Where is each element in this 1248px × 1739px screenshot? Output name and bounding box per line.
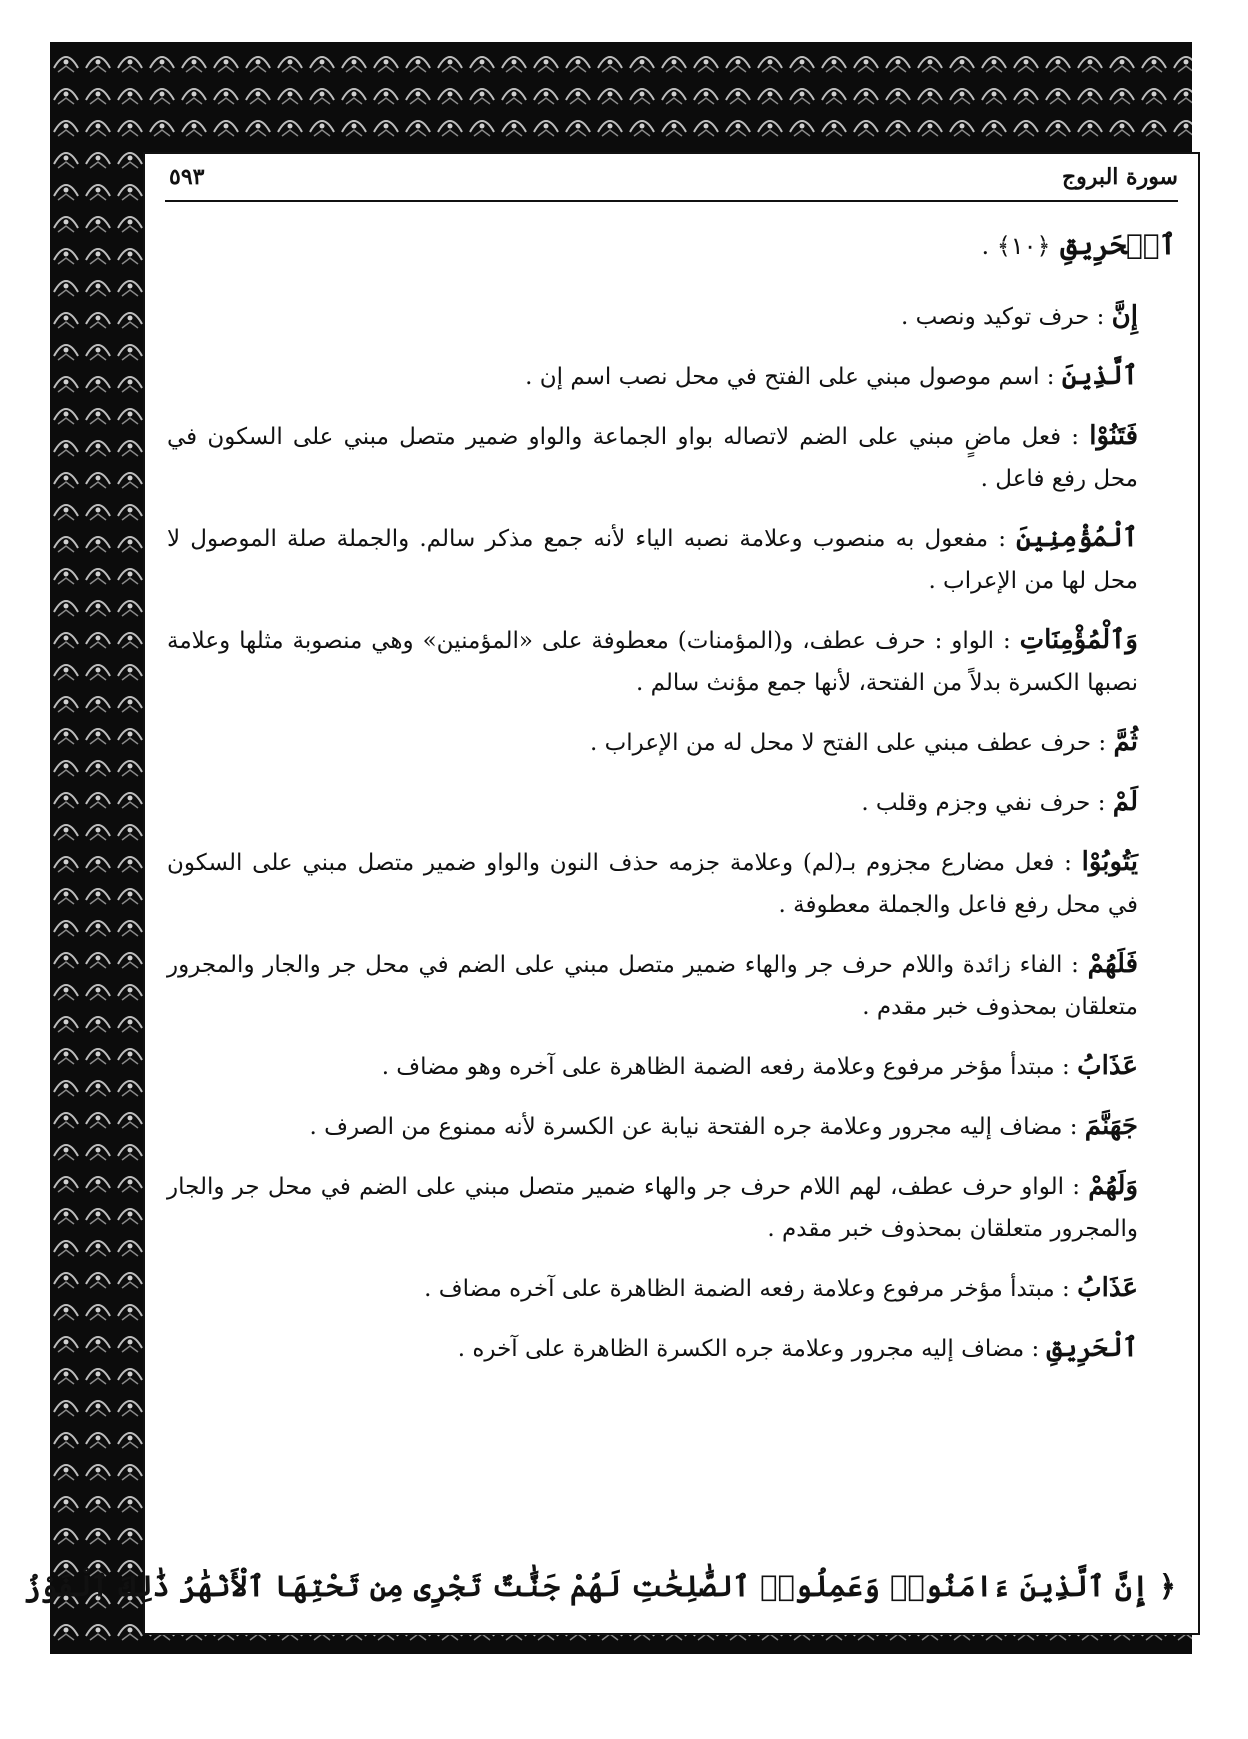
entry — [167, 841, 1176, 926]
entry-text: : مبتدأ مؤخر مرفوع وعلامة رفعه الضمة الظاهرة على آخره مضاف . — [424, 1276, 1070, 1302]
entry-text: : حرف عطف مبني على الفتح لا محل له من الإعراب . — [589, 730, 1107, 756]
entry — [167, 1045, 1176, 1088]
entry-text: : فعل ماضٍ مبني على الضم لاتصاله بواو الجماعة والواو ضمير متصل مبني على السكون في محل رفع فاعل . — [167, 424, 1138, 492]
entry-text: : الفاء زائدة واللام حرف جر والهاء ضمير متصل مبني على الضم في محل جر والجار والمجرور متعلقان بمحذوف خبر مقدم . — [167, 952, 1138, 1020]
entry-word: وَٱلْمُؤْمِنَاتِ — [1019, 625, 1138, 655]
page-number: ٥٩٣ — [169, 164, 205, 190]
entry — [167, 619, 1176, 704]
entry — [167, 355, 1176, 398]
entry-word: ثُمَّ — [1113, 727, 1138, 757]
entry — [167, 415, 1176, 500]
ayah-marker: ﴿١٠﴾ . — [981, 232, 1051, 260]
entry-text: : مفعول به منصوب وعلامة نصبه الياء لأنه جمع مذكر سالم. والجملة صلة الموصول لا محل لها من الإعراب . — [167, 526, 1138, 594]
surah-title: سورة البروج — [1061, 164, 1178, 190]
opening-line — [167, 224, 1176, 267]
entry-word: وَلَهُمْ — [1088, 1171, 1139, 1201]
entry — [167, 781, 1176, 824]
entry-word: ٱلْحَرِيقِ — [1046, 1333, 1138, 1363]
entry — [167, 943, 1176, 1028]
entry-word: فَلَهُمْ — [1087, 949, 1138, 979]
entry — [167, 517, 1176, 602]
entry-word: جَهَنَّمَ — [1084, 1111, 1138, 1141]
opening-word: ٱلۡحَرِيقِ — [1060, 228, 1176, 261]
page-body — [23, 152, 1200, 1635]
entry — [167, 721, 1176, 764]
quran-verse: ﴿ إِنَّ ٱلَّذِينَ ءَامَنُوا۟ وَعَمِلُوا۟ ٱلصَّٰلِحَٰتِ لَهُمْ جَنَّٰتٌ تَجْرِى مِن تَحْتِهَا ٱلْأَنْهَٰرُ ذَٰلِكَ ٱلْفَوْزُ — [23, 1569, 1176, 1603]
entry-word: فَتَنُوْا — [1089, 421, 1138, 451]
entry-text: : اسم موصول مبني على الفتح في محل نصب اسم إن . — [525, 364, 1055, 390]
entry — [167, 1165, 1176, 1250]
page-content — [23, 224, 1176, 1613]
entry-text: : مضاف إليه مجرور وعلامة جره الفتحة نيابة عن الكسرة لأنه ممنوع من الصرف . — [309, 1114, 1078, 1140]
entry-word: ٱلْمُؤْمِنِينَ — [1016, 523, 1138, 553]
entry — [167, 1327, 1176, 1370]
ornamental-frame — [23, 42, 1192, 1654]
entry — [167, 1267, 1176, 1310]
entry-text: : فعل مضارع مجزوم بـ(لم) وعلامة جزمه حذف النون والواو ضمير متصل مبني على السكون في محل رفع فاعل والجملة معطوفة . — [167, 850, 1138, 918]
page-header — [165, 160, 1178, 202]
entry-word: لَمْ — [1112, 787, 1138, 817]
entry-word: ٱلَّذِينَ — [1061, 361, 1138, 391]
entry-word: عَذَابُ — [1077, 1273, 1138, 1303]
entry-word: يَتُوبُوْا — [1081, 847, 1138, 877]
entry — [167, 1105, 1176, 1148]
entry-text: : الواو : حرف عطف، و(المؤمنات) معطوفة على «المؤمنين» وهي منصوبة مثلها وعلامة نصبها الكسرة بدلاً من الفتحة، لأنها جمع مؤنث سالم . — [167, 628, 1138, 696]
entry-word: عَذَابُ — [1077, 1051, 1138, 1081]
entry — [167, 295, 1176, 338]
entry-text: : الواو حرف عطف، لهم اللام حرف جر والهاء ضمير متصل مبني على الضم في محل جر والجار والمجرور متعلقان بمحذوف خبر مقدم . — [167, 1174, 1138, 1242]
entry-text: : مبتدأ مؤخر مرفوع وعلامة رفعه الضمة الظاهرة على آخره وهو مضاف . — [381, 1054, 1070, 1080]
entry-text: : مضاف إليه مجرور وعلامة جره الكسرة الظاهرة على آخره . — [457, 1336, 1040, 1362]
entry-word: إِنَّ — [1111, 301, 1138, 331]
entry-text: : حرف نفي وجزم وقلب . — [861, 790, 1106, 816]
entry-text: : حرف توكيد ونصب . — [901, 304, 1105, 330]
